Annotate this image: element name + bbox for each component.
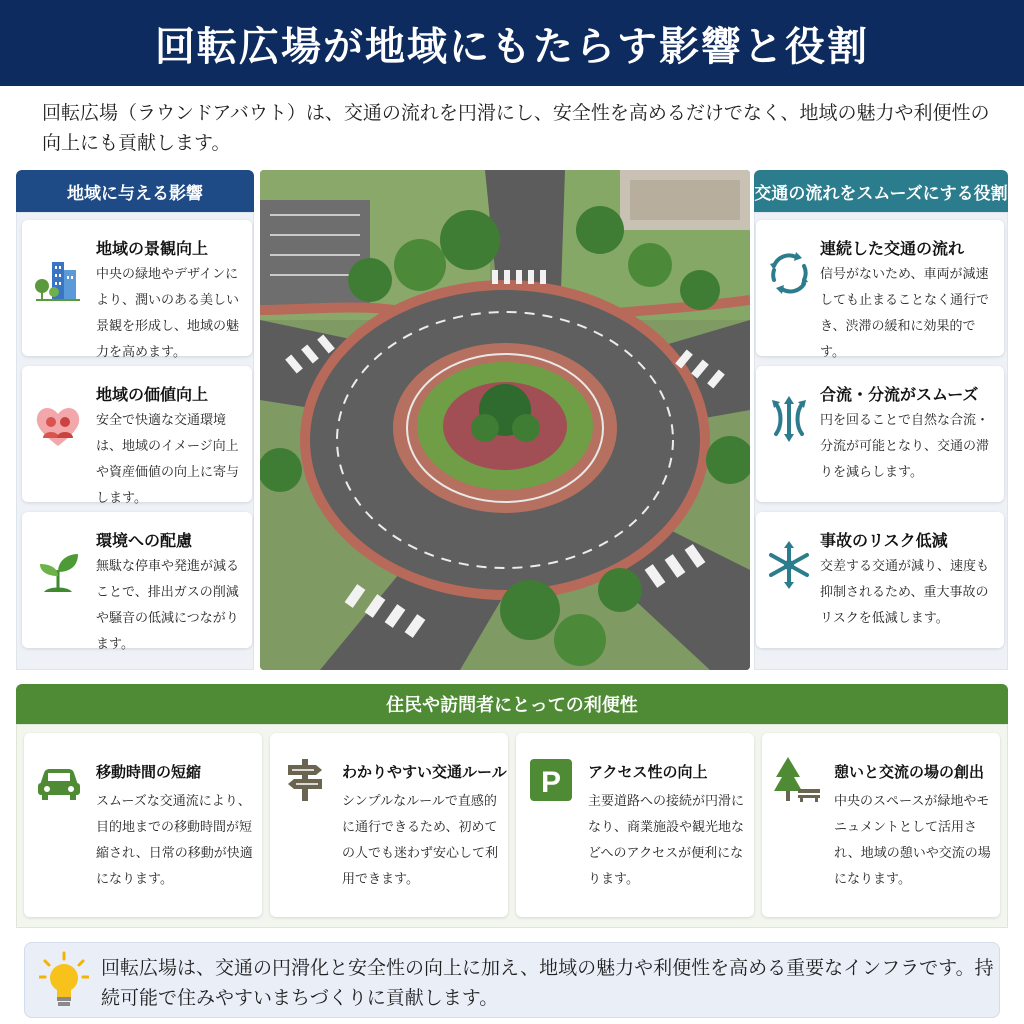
card-title: 移動時間の短縮 <box>96 763 202 781</box>
signpost-icon <box>280 755 330 805</box>
circular-arrows-icon <box>764 248 814 298</box>
card-title: アクセス性の向上 <box>588 763 708 781</box>
card-travel-time <box>24 733 262 917</box>
sprout-icon <box>32 546 84 598</box>
card-body: スムーズな交通流により、目的地までの移動時間が短縮され、日常の移動が快適になります。 <box>96 794 253 887</box>
card-environment <box>22 512 252 652</box>
lightbulb-icon <box>39 951 89 1011</box>
parking-icon <box>526 755 576 805</box>
card-body: シンプルなルールで直感的に通行できるため、初めての人でも迷わず安心して利用できます。 <box>342 794 499 887</box>
card-accident-risk <box>756 512 1004 648</box>
card-title: 地域の景観向上 <box>96 239 209 258</box>
card-title: わかりやすい交通ルール <box>342 763 507 781</box>
card-access <box>516 733 754 917</box>
card-continuous-flow <box>756 220 1004 360</box>
page-title: 回転広場が地域にもたらす影響と役割 <box>155 23 869 70</box>
card-title: 環境への配慮 <box>96 531 193 550</box>
card-community-space <box>762 733 1000 917</box>
card-body: 円を回ることで自然な合流・分流が可能となり、交通の滞りを減らします。 <box>820 413 990 480</box>
intro-text: 回転広場（ラウンドアバウト）は、交通の流れを円滑にし、安全性を高めるだけでなく、地域の魅力や利便性の向上にも貢献します。 <box>42 102 990 154</box>
left-column-heading: 地域に与える影響 <box>16 170 254 212</box>
tree-bench-icon <box>772 755 822 805</box>
card-merge-split <box>756 366 1004 502</box>
summary-box <box>24 942 1000 1018</box>
summary-text: 回転広場は、交通の円滑化と安全性の向上に加え、地域の魅力や利便性を高める重要なインフラです。持続可能で住みやすいまちづくりに貢献します。 <box>101 957 994 1009</box>
card-landscape <box>22 220 252 360</box>
card-body: 安全で快適な交通環境は、地域のイメージ向上や資産価値の向上に寄与します。 <box>96 413 240 506</box>
snowflake-arrows-icon <box>764 540 814 590</box>
card-title: 事故のリスク低減 <box>820 531 948 550</box>
right-column-heading: 交通の流れをスムーズにする役割 <box>754 170 1008 212</box>
heart-people-icon <box>32 400 84 452</box>
card-title: 連続した交通の流れ <box>820 239 965 258</box>
card-title: 合流・分流がスムーズ <box>820 385 979 404</box>
merge-split-arrows-icon <box>764 394 814 444</box>
card-body: 交差する交通が減り、速度も抑制されるため、重大事故のリスクを低減します。 <box>820 559 990 626</box>
card-body: 主要道路への接続が円滑になり、商業施設や観光地などへのアクセスが便利になります。 <box>588 794 745 887</box>
card-body: 信号がないため、車両が減速しても止まることなく通行でき、渋滞の緩和に効果的です。 <box>820 267 990 360</box>
card-title: 地域の価値向上 <box>96 385 209 404</box>
convenience-heading: 住民や訪問者にとっての利便性 <box>16 684 1008 724</box>
svg-text:P: P <box>540 766 562 799</box>
roundabout-illustration <box>260 170 750 670</box>
page-header <box>0 0 1024 86</box>
card-body: 無駄な停車や発進が減ることで、排出ガスの削減や騒音の低減につながります。 <box>96 559 240 652</box>
card-body: 中央の緑地やデザインにより、潤いのある美しい景観を形成し、地域の魅力を高めます。 <box>96 267 240 360</box>
car-icon <box>34 755 84 805</box>
card-value <box>22 366 252 506</box>
card-traffic-rules <box>270 733 508 917</box>
roundabout-aerial-image <box>260 170 750 670</box>
card-body: 中央のスペースが緑地やモニュメントとして活用され、地域の憩いや交流の場になります。 <box>834 794 991 887</box>
card-title: 憩いと交流の場の創出 <box>834 763 985 781</box>
city-buildings-icon <box>32 254 84 306</box>
